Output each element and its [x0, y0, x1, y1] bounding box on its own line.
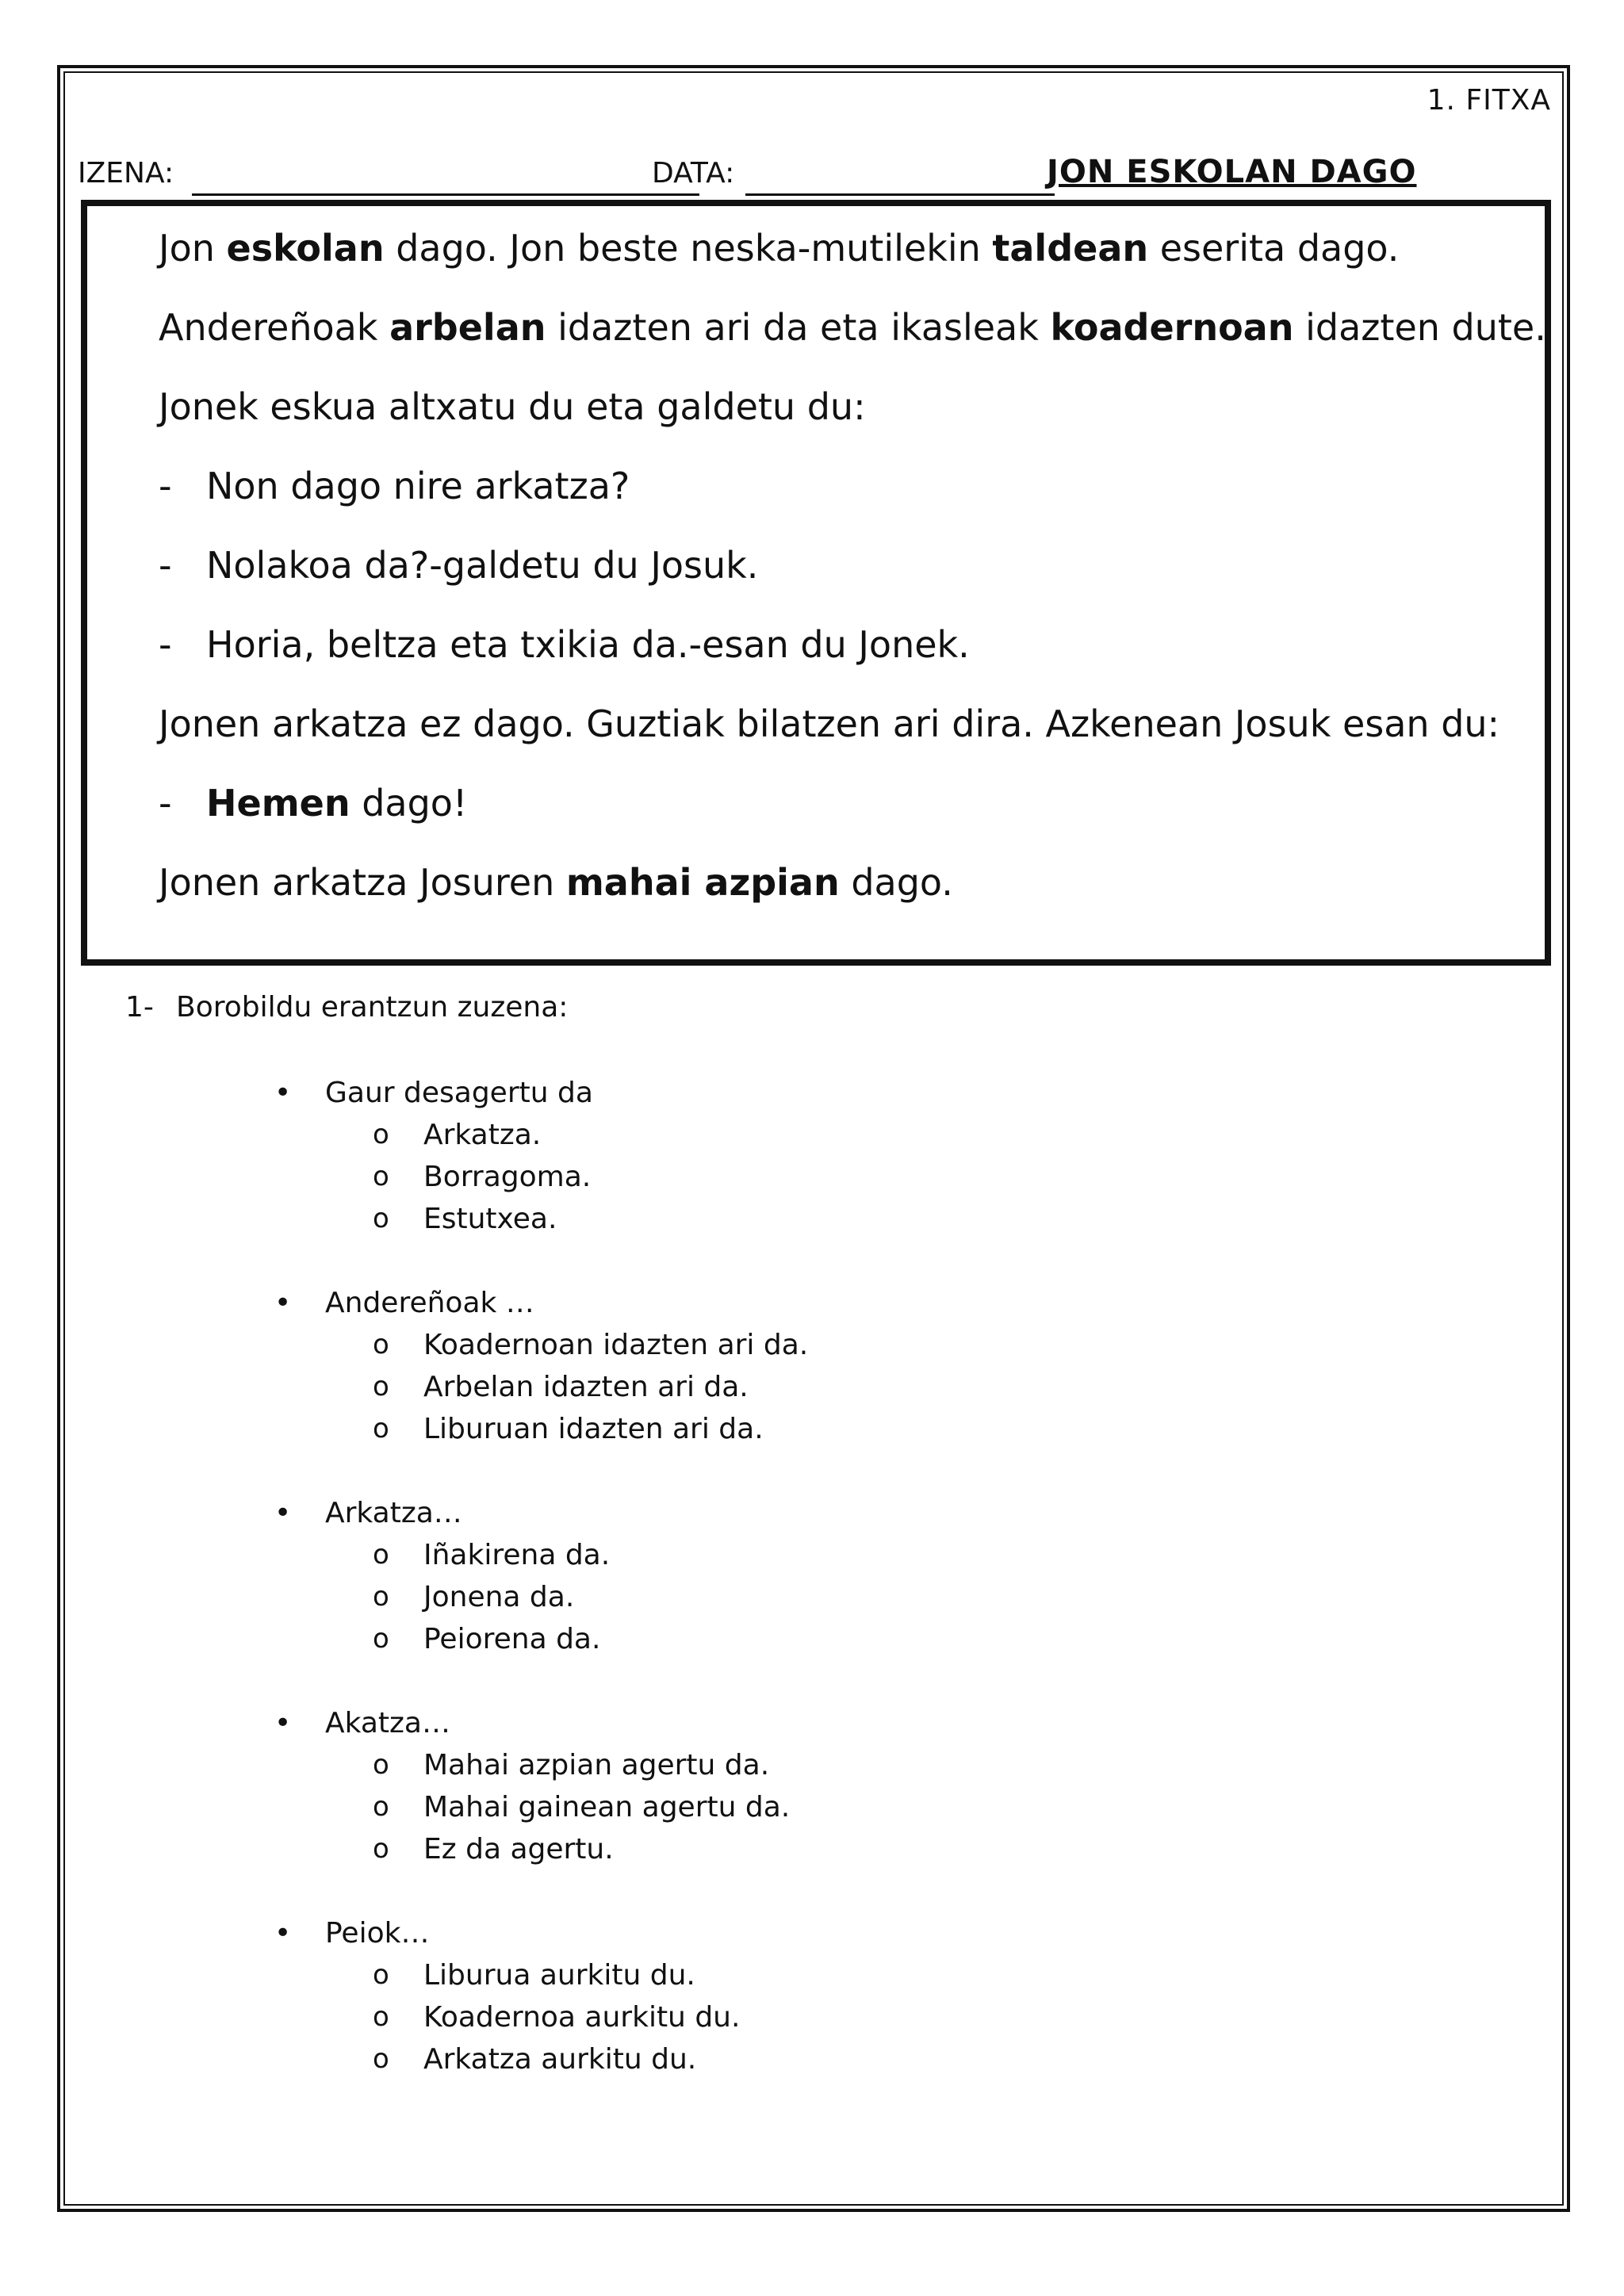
option-text: Liburua aurkitu du.: [423, 1959, 695, 1992]
story-line-7: Jonen arkatza ez dago. Guztiak bilatzen ari dira. Azkenean Josuk esan du:: [159, 702, 1500, 745]
circle-bullet-icon: o: [373, 1203, 389, 1234]
bullet-icon: •: [274, 1707, 292, 1739]
option-text: Koadernoan idazten ari da.: [423, 1329, 809, 1361]
circle-bullet-icon: o: [373, 1959, 389, 1991]
option-text: Peiorena da.: [423, 1623, 601, 1655]
bullet-icon: •: [274, 1287, 292, 1319]
story-line-9: Jonen arkatza Josuren mahai azpian dago.: [159, 861, 953, 904]
story-line-6: - Horia, beltza eta txikia da.-esan du Jonek.: [159, 623, 970, 666]
story-line-3: Jonek eskua altxatu du eta galdetu du:: [159, 385, 866, 428]
option-text: Koadernoa aurkitu du.: [423, 2001, 741, 2034]
name-blank[interactable]: [192, 193, 699, 196]
date-label: DATA:: [652, 157, 735, 189]
story-line-2: Andereñoak arbelan idazten ari da eta ikasleak koadernoan idazten dute.: [159, 306, 1546, 349]
exercise-number: 1-: [125, 991, 154, 1024]
question-label: Andereñoak …: [325, 1287, 534, 1319]
bullet-icon: •: [274, 1497, 292, 1529]
circle-bullet-icon: o: [373, 2043, 389, 2075]
option-text: Liburuan idazten ari da.: [423, 1413, 764, 1445]
story-line-4: - Non dago nire arkatza?: [159, 465, 630, 507]
circle-bullet-icon: o: [373, 2001, 389, 2033]
header-line: [78, 154, 1505, 201]
question-label: Akatza…: [325, 1707, 450, 1739]
circle-bullet-icon: o: [373, 1581, 389, 1613]
circle-bullet-icon: o: [373, 1371, 389, 1402]
option-text: Mahai gainean agertu da.: [423, 1791, 791, 1823]
name-label: IZENA:: [78, 157, 174, 189]
date-blank[interactable]: [745, 193, 1055, 196]
story-line-1: Jon eskolan dago. Jon beste neska-mutilekin taldean eserita dago.: [159, 227, 1400, 270]
option-text: Borragoma.: [423, 1161, 592, 1193]
option-text: Arbelan idazten ari da.: [423, 1371, 749, 1403]
circle-bullet-icon: o: [373, 1833, 389, 1865]
circle-bullet-icon: o: [373, 1623, 389, 1655]
circle-bullet-icon: o: [373, 1329, 389, 1360]
story-box: [81, 200, 1551, 966]
option-text: Ez da agertu.: [423, 1833, 614, 1866]
exercise-text: Borobildu erantzun zuzena:: [176, 991, 569, 1024]
circle-bullet-icon: o: [373, 1791, 389, 1823]
question-label: Arkatza…: [325, 1497, 462, 1529]
worksheet-number: 1. FITXA: [1427, 84, 1551, 117]
option-text: Jonena da.: [423, 1581, 575, 1613]
circle-bullet-icon: o: [373, 1413, 389, 1445]
question-label: Peiok…: [325, 1917, 430, 1950]
bullet-icon: •: [274, 1917, 292, 1950]
bullet-icon: •: [274, 1077, 292, 1109]
option-text: Arkatza.: [423, 1119, 542, 1151]
story-line-5: - Nolakoa da?-galdetu du Josuk.: [159, 544, 759, 587]
option-text: Estutxea.: [423, 1203, 557, 1235]
story-line-8: - Hemen dago!: [159, 782, 468, 825]
option-text: Arkatza aurkitu du.: [423, 2043, 697, 2076]
circle-bullet-icon: o: [373, 1119, 389, 1150]
circle-bullet-icon: o: [373, 1161, 389, 1192]
circle-bullet-icon: o: [373, 1539, 389, 1571]
circle-bullet-icon: o: [373, 1749, 389, 1781]
worksheet-title: JON ESKOLAN DAGO: [1047, 154, 1417, 190]
option-text: Iñakirena da.: [423, 1539, 611, 1571]
option-text: Mahai azpian agertu da.: [423, 1749, 770, 1781]
question-label: Gaur desagertu da: [325, 1077, 593, 1109]
